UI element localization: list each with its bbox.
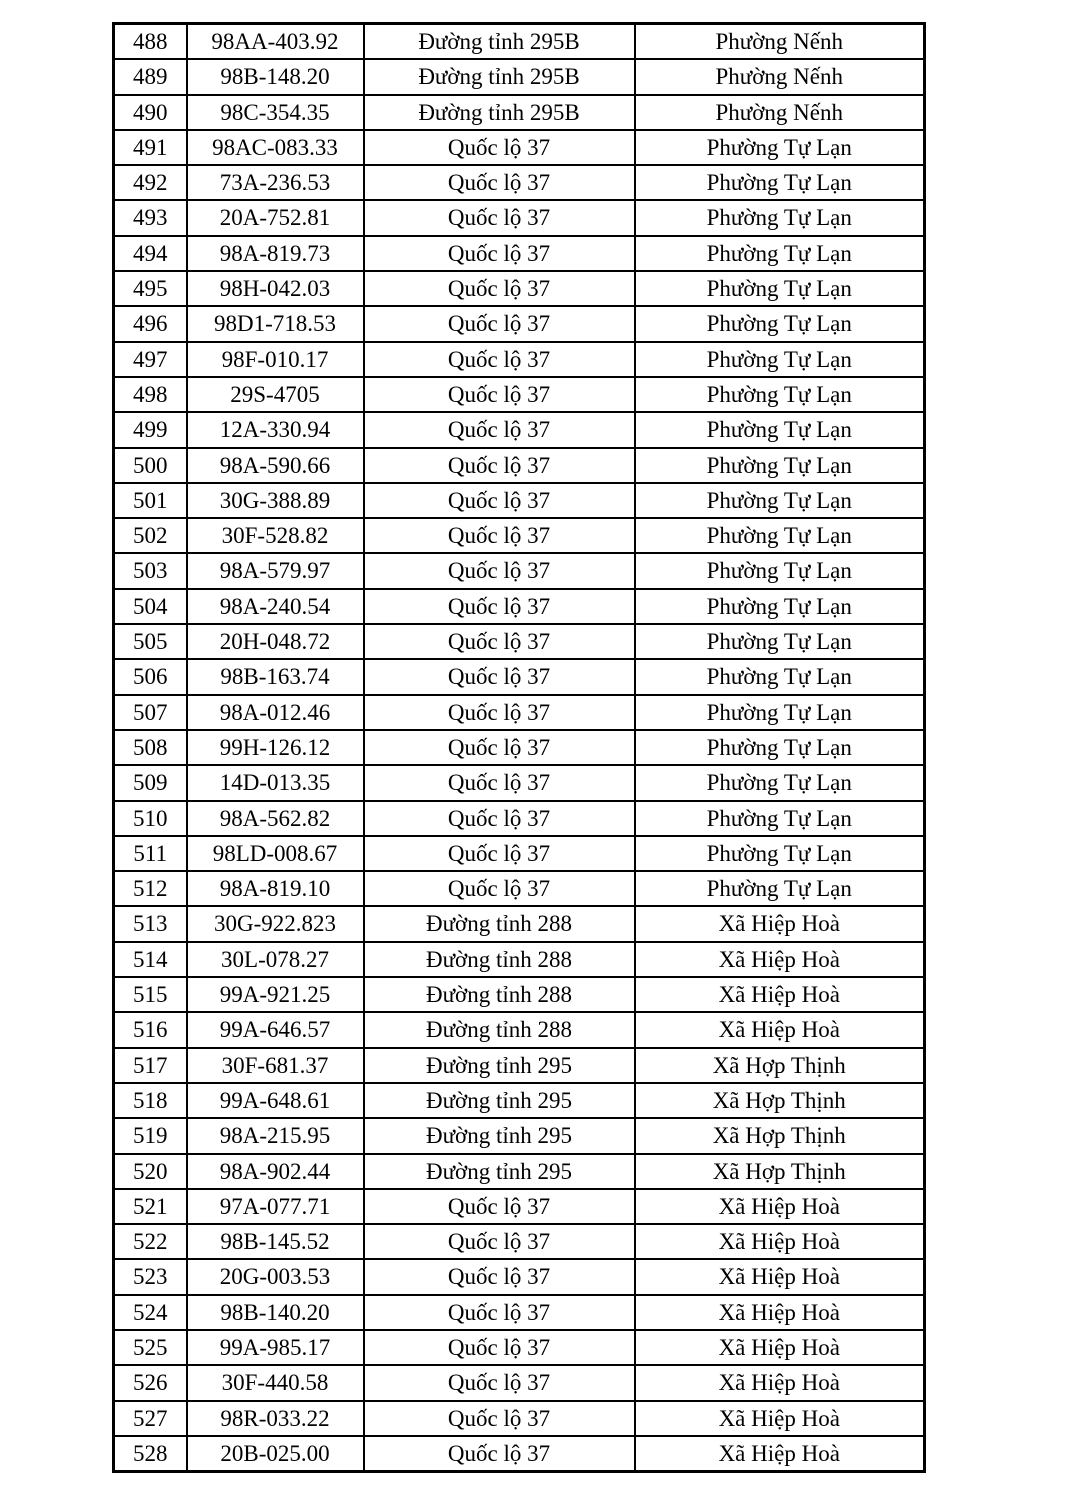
row-number-cell: 508 [114,730,187,765]
license-plate-cell: 98A-240.54 [187,589,364,624]
row-number-cell: 516 [114,1012,187,1047]
road-name-cell: Quốc lộ 37 [364,624,635,659]
ward-name-cell: Xã Hiệp Hoà [635,1330,925,1365]
row-number-cell: 502 [114,518,187,553]
row-number-cell: 515 [114,977,187,1012]
ward-name-cell: Xã Hiệp Hoà [635,1224,925,1259]
license-plate-cell: 99A-648.61 [187,1083,364,1118]
row-number-cell: 500 [114,448,187,483]
road-name-cell: Quốc lộ 37 [364,342,635,377]
license-plate-cell: 98A-012.46 [187,695,364,730]
road-name-cell: Quốc lộ 37 [364,483,635,518]
road-name-cell: Quốc lộ 37 [364,589,635,624]
license-plate-cell: 98C-354.35 [187,95,364,130]
ward-name-cell: Xã Hợp Thịnh [635,1154,925,1189]
ward-name-cell: Xã Hiệp Hoà [635,942,925,977]
table-body [114,24,925,1472]
road-name-cell: Đường tỉnh 295B [364,59,635,94]
license-plate-cell: 98AC-083.33 [187,130,364,165]
license-plate-cell: 30G-388.89 [187,483,364,518]
table-row [114,871,925,906]
road-name-cell: Quốc lộ 37 [364,659,635,694]
ward-name-cell: Xã Hiệp Hoà [635,1401,925,1436]
ward-name-cell: Phường Tự Lạn [635,306,925,341]
road-name-cell: Đường tỉnh 295B [364,24,635,60]
row-number-cell: 513 [114,906,187,941]
road-name-cell: Đường tỉnh 288 [364,942,635,977]
ward-name-cell: Xã Hiệp Hoà [635,1436,925,1472]
license-plate-cell: 98B-163.74 [187,659,364,694]
table-row [114,306,925,341]
row-number-cell: 490 [114,95,187,130]
ward-name-cell: Phường Tự Lạn [635,765,925,800]
ward-name-cell: Xã Hiệp Hoà [635,1189,925,1224]
road-name-cell: Quốc lộ 37 [364,200,635,235]
license-plate-cell: 98A-590.66 [187,448,364,483]
ward-name-cell: Phường Tự Lạn [635,377,925,412]
license-plate-cell: 30F-528.82 [187,518,364,553]
table-row [114,977,925,1012]
ward-name-cell: Xã Hiệp Hoà [635,1295,925,1330]
table-row [114,1154,925,1189]
road-name-cell: Quốc lộ 37 [364,836,635,871]
ward-name-cell: Phường Tự Lạn [635,730,925,765]
road-name-cell: Quốc lộ 37 [364,871,635,906]
road-name-cell: Quốc lộ 37 [364,1436,635,1472]
row-number-cell: 527 [114,1401,187,1436]
road-name-cell: Đường tỉnh 288 [364,906,635,941]
road-name-cell: Quốc lộ 37 [364,1365,635,1400]
license-plate-cell: 30F-681.37 [187,1048,364,1083]
license-plate-cell: 20B-025.00 [187,1436,364,1472]
ward-name-cell: Phường Tự Lạn [635,271,925,306]
row-number-cell: 503 [114,553,187,588]
road-name-cell: Quốc lộ 37 [364,1401,635,1436]
road-name-cell: Quốc lộ 37 [364,1330,635,1365]
road-name-cell: Quốc lộ 37 [364,518,635,553]
license-plate-cell: 99A-646.57 [187,1012,364,1047]
ward-name-cell: Phường Nếnh [635,59,925,94]
ward-name-cell: Phường Nếnh [635,95,925,130]
road-name-cell: Quốc lộ 37 [364,130,635,165]
road-name-cell: Quốc lộ 37 [364,306,635,341]
table-row [114,1083,925,1118]
table-row [114,1224,925,1259]
license-plate-cell: 30F-440.58 [187,1365,364,1400]
table-row [114,730,925,765]
ward-name-cell: Phường Tự Lạn [635,624,925,659]
license-plate-cell: 98B-140.20 [187,1295,364,1330]
row-number-cell: 509 [114,765,187,800]
ward-name-cell: Phường Tự Lạn [635,130,925,165]
table-row [114,906,925,941]
row-number-cell: 514 [114,942,187,977]
row-number-cell: 497 [114,342,187,377]
table-row [114,165,925,200]
table-row [114,1401,925,1436]
license-plate-cell: 98A-902.44 [187,1154,364,1189]
ward-name-cell: Xã Hiệp Hoà [635,906,925,941]
table-row [114,836,925,871]
road-name-cell: Quốc lộ 37 [364,377,635,412]
ward-name-cell: Phường Tự Lạn [635,483,925,518]
license-plate-cell: 98R-033.22 [187,1401,364,1436]
ward-name-cell: Xã Hiệp Hoà [635,1365,925,1400]
table-row [114,624,925,659]
table-row [114,1295,925,1330]
road-name-cell: Quốc lộ 37 [364,765,635,800]
license-plate-cell: 20A-752.81 [187,200,364,235]
table-row [114,377,925,412]
ward-name-cell: Phường Tự Lạn [635,236,925,271]
table-row [114,589,925,624]
ward-name-cell: Xã Hiệp Hoà [635,977,925,1012]
road-name-cell: Quốc lộ 37 [364,1295,635,1330]
row-number-cell: 506 [114,659,187,694]
row-number-cell: 519 [114,1118,187,1153]
ward-name-cell: Phường Tự Lạn [635,695,925,730]
ward-name-cell: Xã Hiệp Hoà [635,1259,925,1294]
table-row [114,1330,925,1365]
ward-name-cell: Phường Tự Lạn [635,165,925,200]
road-name-cell: Quốc lộ 37 [364,1224,635,1259]
ward-name-cell: Phường Tự Lạn [635,342,925,377]
ward-name-cell: Xã Hiệp Hoà [635,1012,925,1047]
license-plate-cell: 99H-126.12 [187,730,364,765]
table-row [114,95,925,130]
table-row [114,200,925,235]
vehicle-violation-table [112,22,926,1473]
license-plate-cell: 99A-985.17 [187,1330,364,1365]
table-row [114,1048,925,1083]
license-plate-cell: 98A-819.73 [187,236,364,271]
road-name-cell: Quốc lộ 37 [364,730,635,765]
road-name-cell: Đường tỉnh 295 [364,1083,635,1118]
road-name-cell: Đường tỉnh 295B [364,95,635,130]
row-number-cell: 496 [114,306,187,341]
ward-name-cell: Phường Tự Lạn [635,518,925,553]
license-plate-cell: 98H-042.03 [187,271,364,306]
ward-name-cell: Phường Nếnh [635,24,925,60]
row-number-cell: 507 [114,695,187,730]
license-plate-cell: 98F-010.17 [187,342,364,377]
license-plate-cell: 98D1-718.53 [187,306,364,341]
road-name-cell: Đường tỉnh 295 [364,1048,635,1083]
ward-name-cell: Xã Hợp Thịnh [635,1048,925,1083]
license-plate-cell: 98A-215.95 [187,1118,364,1153]
road-name-cell: Quốc lộ 37 [364,236,635,271]
table-row [114,236,925,271]
row-number-cell: 520 [114,1154,187,1189]
row-number-cell: 517 [114,1048,187,1083]
license-plate-cell: 73A-236.53 [187,165,364,200]
ward-name-cell: Phường Tự Lạn [635,553,925,588]
row-number-cell: 528 [114,1436,187,1472]
license-plate-cell: 29S-4705 [187,377,364,412]
license-plate-cell: 98AA-403.92 [187,24,364,60]
ward-name-cell: Xã Hợp Thịnh [635,1118,925,1153]
license-plate-cell: 14D-013.35 [187,765,364,800]
table-row [114,342,925,377]
row-number-cell: 522 [114,1224,187,1259]
road-name-cell: Quốc lộ 37 [364,271,635,306]
license-plate-cell: 98LD-008.67 [187,836,364,871]
road-name-cell: Quốc lộ 37 [364,1189,635,1224]
table-row [114,801,925,836]
table-row [114,483,925,518]
road-name-cell: Quốc lộ 37 [364,1259,635,1294]
row-number-cell: 488 [114,24,187,60]
row-number-cell: 510 [114,801,187,836]
license-plate-cell: 97A-077.71 [187,1189,364,1224]
row-number-cell: 511 [114,836,187,871]
table-row [114,1118,925,1153]
row-number-cell: 494 [114,236,187,271]
ward-name-cell: Xã Hợp Thịnh [635,1083,925,1118]
table-row [114,1259,925,1294]
row-number-cell: 489 [114,59,187,94]
ward-name-cell: Phường Tự Lạn [635,589,925,624]
license-plate-cell: 98B-148.20 [187,59,364,94]
row-number-cell: 524 [114,1295,187,1330]
road-name-cell: Quốc lộ 37 [364,695,635,730]
road-name-cell: Quốc lộ 37 [364,165,635,200]
table-row [114,553,925,588]
row-number-cell: 492 [114,165,187,200]
road-name-cell: Quốc lộ 37 [364,553,635,588]
road-name-cell: Đường tỉnh 295 [364,1118,635,1153]
road-name-cell: Quốc lộ 37 [364,412,635,447]
license-plate-cell: 99A-921.25 [187,977,364,1012]
table-row [114,271,925,306]
row-number-cell: 526 [114,1365,187,1400]
ward-name-cell: Phường Tự Lạn [635,412,925,447]
license-plate-cell: 30L-078.27 [187,942,364,977]
table-row [114,59,925,94]
road-name-cell: Đường tỉnh 288 [364,1012,635,1047]
table-row [114,942,925,977]
license-plate-cell: 98A-579.97 [187,553,364,588]
table-row [114,1189,925,1224]
row-number-cell: 498 [114,377,187,412]
license-plate-cell: 98B-145.52 [187,1224,364,1259]
ward-name-cell: Phường Tự Lạn [635,659,925,694]
ward-name-cell: Phường Tự Lạn [635,200,925,235]
ward-name-cell: Phường Tự Lạn [635,871,925,906]
ward-name-cell: Phường Tự Lạn [635,801,925,836]
ward-name-cell: Phường Tự Lạn [635,448,925,483]
table-row [114,659,925,694]
row-number-cell: 521 [114,1189,187,1224]
row-number-cell: 493 [114,200,187,235]
row-number-cell: 525 [114,1330,187,1365]
row-number-cell: 499 [114,412,187,447]
license-plate-cell: 20H-048.72 [187,624,364,659]
table-row [114,412,925,447]
table-row [114,1012,925,1047]
license-plate-cell: 12A-330.94 [187,412,364,447]
row-number-cell: 491 [114,130,187,165]
license-plate-cell: 98A-562.82 [187,801,364,836]
table-row [114,1365,925,1400]
road-name-cell: Quốc lộ 37 [364,801,635,836]
row-number-cell: 512 [114,871,187,906]
license-plate-cell: 30G-922.823 [187,906,364,941]
table-row [114,765,925,800]
table-row [114,24,925,60]
table-row [114,695,925,730]
table-row [114,130,925,165]
table-row [114,448,925,483]
row-number-cell: 501 [114,483,187,518]
road-name-cell: Đường tỉnh 288 [364,977,635,1012]
road-name-cell: Quốc lộ 37 [364,448,635,483]
row-number-cell: 523 [114,1259,187,1294]
license-plate-cell: 98A-819.10 [187,871,364,906]
license-plate-cell: 20G-003.53 [187,1259,364,1294]
row-number-cell: 505 [114,624,187,659]
road-name-cell: Đường tỉnh 295 [364,1154,635,1189]
row-number-cell: 495 [114,271,187,306]
table-row [114,1436,925,1472]
table-row [114,518,925,553]
ward-name-cell: Phường Tự Lạn [635,836,925,871]
row-number-cell: 518 [114,1083,187,1118]
row-number-cell: 504 [114,589,187,624]
